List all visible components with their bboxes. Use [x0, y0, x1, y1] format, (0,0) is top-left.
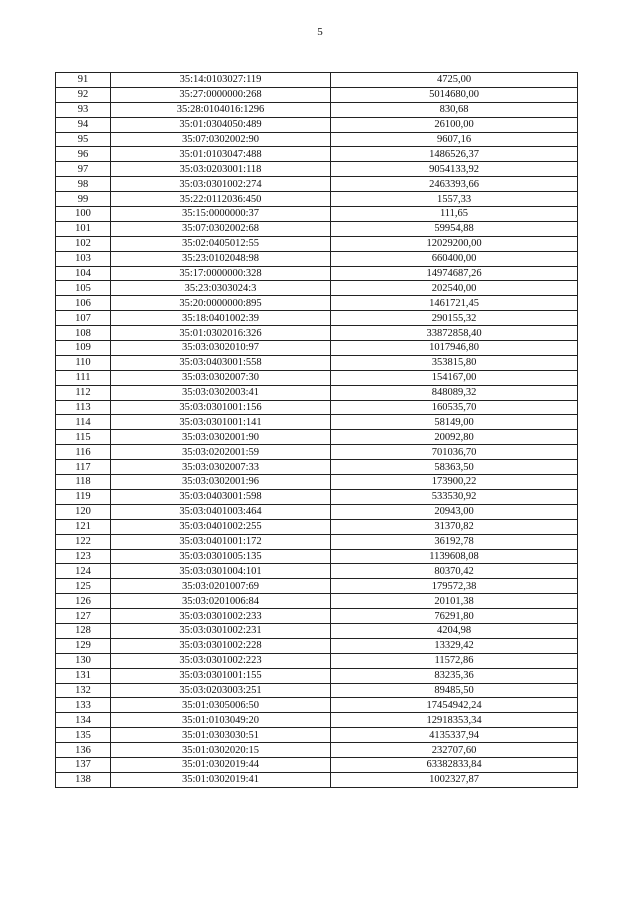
value-cell: 36192,78: [331, 534, 578, 549]
row-number-cell: 106: [56, 296, 111, 311]
row-number-cell: 105: [56, 281, 111, 296]
cadastral-number-cell: 35:01:0302020:15: [111, 743, 331, 758]
cadastral-number-cell: 35:01:0103047:488: [111, 147, 331, 162]
table-row: [56, 772, 578, 787]
value-cell: 83235,36: [331, 668, 578, 683]
row-number-cell: 124: [56, 564, 111, 579]
cadastral-number-cell: 35:03:0301001:156: [111, 400, 331, 415]
value-cell: 58363,50: [331, 460, 578, 475]
table-row: [56, 326, 578, 341]
cadastral-number-cell: 35:03:0401002:255: [111, 519, 331, 534]
row-number-cell: 118: [56, 475, 111, 490]
value-cell: 33872858,40: [331, 326, 578, 341]
row-number-cell: 127: [56, 609, 111, 624]
row-number-cell: 113: [56, 400, 111, 415]
cadastral-number-cell: 35:03:0203003:251: [111, 683, 331, 698]
value-cell: 58149,00: [331, 415, 578, 430]
cadastral-number-cell: 35:03:0301005:135: [111, 549, 331, 564]
value-cell: 232707,60: [331, 743, 578, 758]
value-cell: 353815,80: [331, 355, 578, 370]
value-cell: 9054133,92: [331, 162, 578, 177]
row-number-cell: 129: [56, 638, 111, 653]
table-row: [56, 177, 578, 192]
row-number-cell: 93: [56, 102, 111, 117]
page-number: 5: [317, 26, 323, 38]
table-row: [56, 728, 578, 743]
table-row: [56, 102, 578, 117]
cadastral-number-cell: 35:03:0301002:223: [111, 653, 331, 668]
table-row: [56, 162, 578, 177]
table-row: [56, 132, 578, 147]
table-row: [56, 385, 578, 400]
row-number-cell: 133: [56, 698, 111, 713]
value-cell: 533530,92: [331, 489, 578, 504]
value-cell: 179572,38: [331, 579, 578, 594]
cadastral-number-cell: 35:02:0405012:55: [111, 236, 331, 251]
cadastral-number-cell: 35:03:0301004:101: [111, 564, 331, 579]
row-number-cell: 116: [56, 445, 111, 460]
cadastral-number-cell: 35:03:0201007:69: [111, 579, 331, 594]
table-row: [56, 251, 578, 266]
value-cell: 13329,42: [331, 638, 578, 653]
table-row: [56, 757, 578, 772]
table-row: [56, 73, 578, 88]
cadastral-number-cell: 35:03:0403001:598: [111, 489, 331, 504]
value-cell: 290155,32: [331, 311, 578, 326]
cadastral-number-cell: 35:27:0000000:268: [111, 87, 331, 102]
cadastral-number-cell: 35:15:0000000:37: [111, 207, 331, 222]
value-cell: 89485,50: [331, 683, 578, 698]
value-cell: 4135337,94: [331, 728, 578, 743]
row-number-cell: 111: [56, 370, 111, 385]
value-cell: 17454942,24: [331, 698, 578, 713]
row-number-cell: 109: [56, 341, 111, 356]
row-number-cell: 130: [56, 653, 111, 668]
value-cell: 1002327,87: [331, 772, 578, 787]
cadastral-number-cell: 35:03:0301002:274: [111, 177, 331, 192]
cadastral-number-cell: 35:01:0303030:51: [111, 728, 331, 743]
value-cell: 160535,70: [331, 400, 578, 415]
table-row: [56, 445, 578, 460]
table-row: [56, 236, 578, 251]
table-row: [56, 519, 578, 534]
cadastral-number-cell: 35:03:0302007:33: [111, 460, 331, 475]
table-row: [56, 355, 578, 370]
value-cell: 1486526,37: [331, 147, 578, 162]
table-body: [56, 73, 578, 788]
table-row: [56, 475, 578, 490]
value-cell: 5014680,00: [331, 87, 578, 102]
row-number-cell: 100: [56, 207, 111, 222]
row-number-cell: 97: [56, 162, 111, 177]
cadastral-number-cell: 35:03:0301001:141: [111, 415, 331, 430]
table-row: [56, 341, 578, 356]
cadastral-number-cell: 35:03:0302010:97: [111, 341, 331, 356]
cadastral-number-cell: 35:01:0103049:20: [111, 713, 331, 728]
value-cell: 59954,88: [331, 221, 578, 236]
cadastral-number-cell: 35:20:0000000:895: [111, 296, 331, 311]
table-row: [56, 489, 578, 504]
value-cell: 12918353,34: [331, 713, 578, 728]
row-number-cell: 134: [56, 713, 111, 728]
table-row: [56, 207, 578, 222]
table-row: [56, 668, 578, 683]
table-row: [56, 534, 578, 549]
cadastral-number-cell: 35:01:0302019:44: [111, 757, 331, 772]
table-row: [56, 698, 578, 713]
row-number-cell: 131: [56, 668, 111, 683]
row-number-cell: 128: [56, 623, 111, 638]
table-row: [56, 653, 578, 668]
table-row: [56, 87, 578, 102]
cadastral-number-cell: 35:03:0401001:172: [111, 534, 331, 549]
table-row: [56, 311, 578, 326]
row-number-cell: 117: [56, 460, 111, 475]
cadastral-number-cell: 35:23:0102048:98: [111, 251, 331, 266]
table-row: [56, 192, 578, 207]
cadastral-number-cell: 35:28:0104016:1296: [111, 102, 331, 117]
cadastral-number-cell: 35:03:0301002:233: [111, 609, 331, 624]
row-number-cell: 108: [56, 326, 111, 341]
value-cell: 76291,80: [331, 609, 578, 624]
row-number-cell: 123: [56, 549, 111, 564]
row-number-cell: 132: [56, 683, 111, 698]
row-number-cell: 96: [56, 147, 111, 162]
value-cell: 2463393,66: [331, 177, 578, 192]
row-number-cell: 115: [56, 430, 111, 445]
cadastral-number-cell: 35:07:0302002:90: [111, 132, 331, 147]
cadastral-number-cell: 35:03:0302003:41: [111, 385, 331, 400]
row-number-cell: 136: [56, 743, 111, 758]
value-cell: 1557,33: [331, 192, 578, 207]
row-number-cell: 94: [56, 117, 111, 132]
row-number-cell: 103: [56, 251, 111, 266]
value-cell: 31370,82: [331, 519, 578, 534]
cadastral-number-cell: 35:03:0302007:30: [111, 370, 331, 385]
cadastral-number-cell: 35:23:0303024:3: [111, 281, 331, 296]
value-cell: 12029200,00: [331, 236, 578, 251]
table-row: [56, 281, 578, 296]
cadastral-number-cell: 35:03:0401003:464: [111, 504, 331, 519]
row-number-cell: 120: [56, 504, 111, 519]
cadastral-number-cell: 35:01:0304050:489: [111, 117, 331, 132]
row-number-cell: 135: [56, 728, 111, 743]
cadastral-number-cell: 35:03:0203001:118: [111, 162, 331, 177]
row-number-cell: 101: [56, 221, 111, 236]
table-row: [56, 713, 578, 728]
table-row: [56, 743, 578, 758]
value-cell: 830,68: [331, 102, 578, 117]
value-cell: 11572,86: [331, 653, 578, 668]
row-number-cell: 112: [56, 385, 111, 400]
value-cell: 173900,22: [331, 475, 578, 490]
cadastral-number-cell: 35:03:0302001:90: [111, 430, 331, 445]
row-number-cell: 137: [56, 757, 111, 772]
value-cell: 1017946,80: [331, 341, 578, 356]
table-row: [56, 460, 578, 475]
row-number-cell: 95: [56, 132, 111, 147]
value-cell: 848089,32: [331, 385, 578, 400]
cadastral-table: [55, 72, 578, 788]
cadastral-number-cell: 35:03:0202001:59: [111, 445, 331, 460]
row-number-cell: 99: [56, 192, 111, 207]
table-row: [56, 594, 578, 609]
value-cell: 111,65: [331, 207, 578, 222]
value-cell: 202540,00: [331, 281, 578, 296]
row-number-cell: 104: [56, 266, 111, 281]
cadastral-number-cell: 35:14:0103027:119: [111, 73, 331, 88]
table-row: [56, 221, 578, 236]
value-cell: 1139608,08: [331, 549, 578, 564]
cadastral-number-cell: 35:03:0301001:155: [111, 668, 331, 683]
value-cell: 9607,16: [331, 132, 578, 147]
value-cell: 14974687,26: [331, 266, 578, 281]
value-cell: 660400,00: [331, 251, 578, 266]
row-number-cell: 91: [56, 73, 111, 88]
row-number-cell: 138: [56, 772, 111, 787]
table-row: [56, 370, 578, 385]
row-number-cell: 122: [56, 534, 111, 549]
value-cell: 4204,98: [331, 623, 578, 638]
cadastral-number-cell: 35:03:0201006:84: [111, 594, 331, 609]
row-number-cell: 107: [56, 311, 111, 326]
value-cell: 80370,42: [331, 564, 578, 579]
row-number-cell: 92: [56, 87, 111, 102]
cadastral-number-cell: 35:03:0301002:231: [111, 623, 331, 638]
table-row: [56, 638, 578, 653]
cadastral-number-cell: 35:22:0112036:450: [111, 192, 331, 207]
cadastral-number-cell: 35:18:0401002:39: [111, 311, 331, 326]
table-row: [56, 117, 578, 132]
cadastral-number-cell: 35:01:0305006:50: [111, 698, 331, 713]
table-row: [56, 579, 578, 594]
table-row: [56, 266, 578, 281]
cadastral-number-cell: 35:01:0302019:41: [111, 772, 331, 787]
table-row: [56, 296, 578, 311]
value-cell: 20943,00: [331, 504, 578, 519]
row-number-cell: 125: [56, 579, 111, 594]
table-row: [56, 623, 578, 638]
row-number-cell: 98: [56, 177, 111, 192]
row-number-cell: 110: [56, 355, 111, 370]
value-cell: 1461721,45: [331, 296, 578, 311]
cadastral-number-cell: 35:01:0302016:326: [111, 326, 331, 341]
value-cell: 20092,80: [331, 430, 578, 445]
table-row: [56, 504, 578, 519]
table-row: [56, 683, 578, 698]
row-number-cell: 121: [56, 519, 111, 534]
value-cell: 4725,00: [331, 73, 578, 88]
cadastral-number-cell: 35:03:0302001:96: [111, 475, 331, 490]
value-cell: 26100,00: [331, 117, 578, 132]
table-row: [56, 430, 578, 445]
table-row: [56, 400, 578, 415]
value-cell: 20101,38: [331, 594, 578, 609]
row-number-cell: 119: [56, 489, 111, 504]
cadastral-number-cell: 35:17:0000000:328: [111, 266, 331, 281]
cadastral-number-cell: 35:03:0403001:558: [111, 355, 331, 370]
table-row: [56, 564, 578, 579]
cadastral-number-cell: 35:07:0302002:68: [111, 221, 331, 236]
cadastral-number-cell: 35:03:0301002:228: [111, 638, 331, 653]
value-cell: 154167,00: [331, 370, 578, 385]
row-number-cell: 126: [56, 594, 111, 609]
table-row: [56, 609, 578, 624]
value-cell: 701036,70: [331, 445, 578, 460]
table-row: [56, 549, 578, 564]
value-cell: 63382833,84: [331, 757, 578, 772]
table-row: [56, 415, 578, 430]
row-number-cell: 114: [56, 415, 111, 430]
table-row: [56, 147, 578, 162]
row-number-cell: 102: [56, 236, 111, 251]
